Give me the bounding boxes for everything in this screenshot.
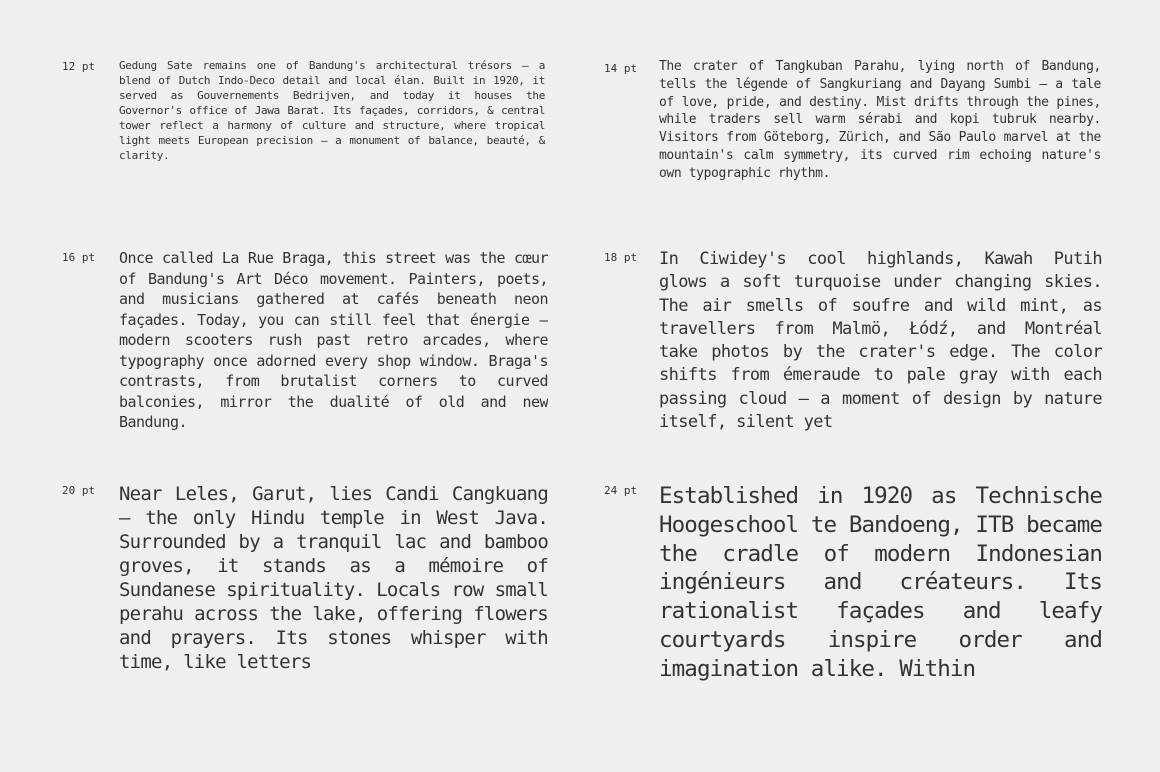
specimen-24pt	[604, 482, 1104, 714]
size-label: 16 pt	[62, 251, 96, 264]
size-label: 18 pt	[604, 251, 638, 264]
specimen-text: Near Leles, Garut, lies Candi Cangkuang — the only Hindu temple in West Java. Surrounded by a tranquil lac and bamboo groves, it stands as a mémoire of Sundanese spirituality. Locals row small perahu across the lake, offering flowers and prayers. Its stones whisper with time, like letters	[119, 483, 548, 673]
specimen-18pt	[604, 248, 1104, 446]
specimen-text: Once called La Rue Braga, this street was the cœur of Bandung's Art Déco movement. Painters, poets, and musicians gathered at cafés beneath neon façades. Today, you can still feel that énergie — modern scooters rush past retro arcades, where typography once adorned every shop window. Braga's contrasts, from brutalist corners to curved balconies, mirror the dualité of old and new Bandung.	[119, 249, 548, 431]
specimen-text: Gedung Sate remains one of Bandung's architectural trésors — a blend of Dutch Indo-Deco detail and local élan. Built in 1920, it served as Gouvernements Bedrijven, and today it houses the Governor's office of Jawa Barat. Its façades, corridors, & central tower reflect a harmony of culture and structure, where tropical light meets European precision — a monument of balance, beauté, & clarity.	[119, 59, 545, 162]
specimen-12pt	[62, 58, 552, 188]
specimen-text: In Ciwidey's cool highlands, Kawah Putih glows a soft turquoise under changing skies. The air smells of soufre and wild mint, as travellers from Malmö, Łódź, and Montréal take photos by the crater's edge. The color shifts from émeraude to pale gray with each passing cloud — a moment of design by nature itself, silent yet	[659, 249, 1102, 433]
size-label: 20 pt	[62, 484, 96, 497]
specimen-16pt	[62, 248, 552, 448]
specimen-text: Established in 1920 as Technische Hoogeschool te Bandoeng, ITB became the cradle of modern Indonesian ingénieurs and créateurs. Its rationalist façades and leafy courtyards inspire order and imagination alike. Within	[659, 483, 1102, 682]
size-label: 24 pt	[604, 484, 638, 497]
specimen-text: The crater of Tangkuban Parahu, lying north of Bandung, tells the légende of Sangkuriang and Dayang Sumbi — a tale of love, pride, and destiny. Mist drifts through the pines, while traders sell warm sérabi and kopi tubruk nearby. Visitors from Göteborg, Zürich, and São Paulo marvel at the mountain's calm symmetry, its curved rim echoing nature's own typographic rhythm.	[659, 59, 1101, 181]
size-label: 12 pt	[62, 60, 96, 73]
specimen-14pt	[604, 58, 1104, 218]
size-label: 14 pt	[604, 62, 638, 75]
specimen-20pt	[62, 482, 552, 700]
